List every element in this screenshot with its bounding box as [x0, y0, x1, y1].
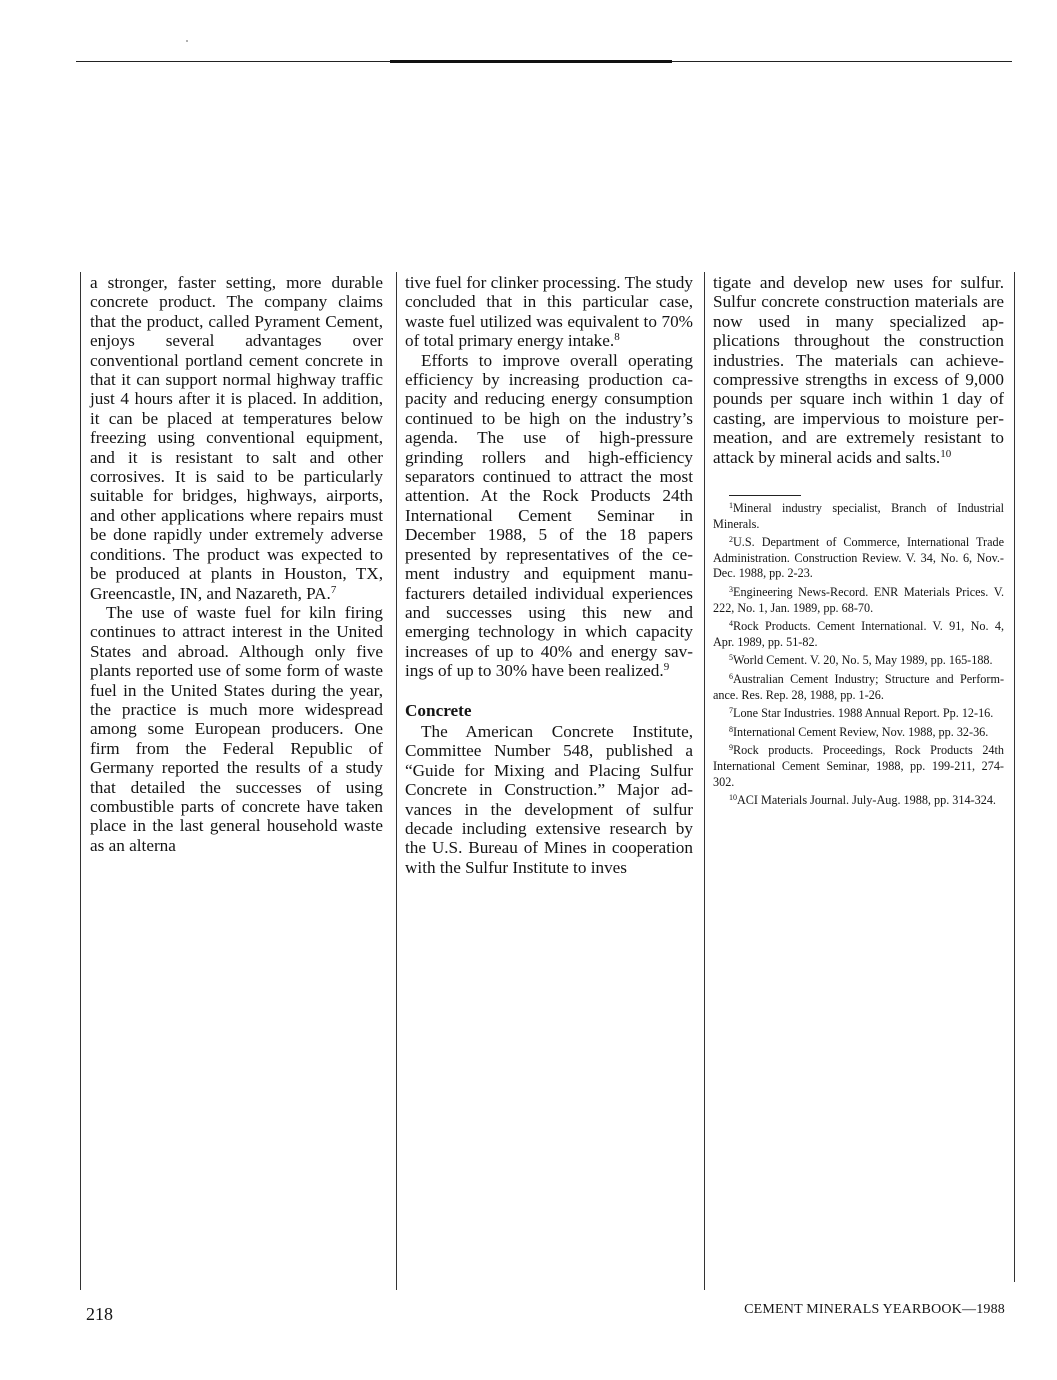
paragraph: [405, 351, 693, 681]
footnote-number: 1: [729, 501, 733, 511]
footnote-text: U.S. Department of Commerce, International Trade Administration. Construction Review. V. 34, No. 6, Nov.-Dec. 1988, pp. 2-23.: [713, 535, 1004, 581]
footnote: [713, 653, 1004, 669]
footnote-number: 10: [729, 793, 737, 803]
footnote-number: 5: [729, 653, 733, 663]
footnote-rule: [729, 495, 801, 496]
paragraph-text: tive fuel for clinker processing. The study concluded that in this particular case, waste fuel utilized was equivalent to 70% of total primary energy intake.: [405, 273, 693, 351]
paragraph-text: tigate and develop new uses for sulfur. Sulfur concrete construction materials are now used in many specialized applications throughout the construction industries. The materials can achievecompressive strengths in excess of 9,000 pounds per square inch within 1 day of casting, are impervious to moisture permeation, and are extremely resistant to attack by mineral acids and salts.: [713, 273, 1004, 467]
footnote-ref: 10: [940, 447, 952, 460]
footnote-text: ACI Materials Journal. July-Aug. 1988, pp. 314-324.: [737, 793, 996, 808]
footnote-number: 8: [729, 724, 733, 734]
footnote: [713, 793, 1004, 809]
footnote-number: 9: [729, 743, 733, 753]
header-rule-accent: [390, 60, 672, 63]
column-divider-1: [396, 272, 397, 1290]
footnote-text: Lone Star Industries. 1988 Annual Report. Pp. 12-16.: [733, 706, 994, 721]
footnote-number: 6: [729, 672, 733, 681]
footnote-text: Australian Cement Industry; Structure and Performance. Res. Rep. 28, 1988, pp. 1-26.: [713, 672, 1004, 702]
footnote-ref: 7: [330, 583, 337, 596]
column-divider-right: [1014, 272, 1015, 1282]
text-column-3: [713, 273, 1004, 812]
footnote: [713, 501, 1004, 532]
footnote-text: Rock products. Proceedings, Rock Products 24th International Cement Seminar, 1988, pp. 199-211, 274-302.: [713, 743, 1004, 789]
column-divider-2: [704, 272, 705, 1290]
footnote: [713, 585, 1004, 616]
paragraph: [90, 273, 383, 603]
scan-speck: [186, 40, 188, 42]
page-number: 218: [86, 1304, 113, 1324]
footnote-text: Mineral industry specialist, Branch of Industrial Minerals.: [713, 501, 1004, 531]
paragraph: [713, 273, 1004, 467]
text-column-2: [405, 273, 693, 877]
footnote: [713, 743, 1004, 790]
footnote: [713, 672, 1004, 703]
section-heading: Concrete: [405, 700, 472, 720]
footnote-text: World Cement. V. 20, No. 5, May 1989, pp. 165-188.: [733, 653, 993, 668]
footnote-text: International Cement Review, Nov. 1988, pp. 32-36.: [733, 724, 989, 739]
footnote: [713, 619, 1004, 650]
footnote-ref: 9: [663, 661, 670, 674]
footnote-text: Engineering News-Record. ENR Materials Prices. V. 222, No. 1, Jan. 1989, pp. 68-70.: [713, 585, 1004, 615]
footnote-ref: 8: [614, 331, 620, 344]
footnote-text: Rock Products. Cement International. V. 91, No. 4, Apr. 1989, pp. 51-82.: [713, 619, 1004, 649]
paragraph-text: Efforts to improve overall operating efficiency by increasing production capacity and reducing energy consumption continued to be high on the industry’s agenda. The use of high-pressure grinding rollers and high-efficiency separators continued to attract the most attention. At the Rock Products 24th International Cement Seminar in December 1988, 5 of the 18 papers presented by representatives of the cement industry and equipment manufacturers detailed individual experiences and successes using this new and emerging technology in which capacity increases of up to 40% and energy savings of up to 30% have been realized.: [405, 350, 693, 681]
running-title: CEMENT MINERALS YEARBOOK—1988: [744, 1302, 1005, 1317]
footnote-number: 2: [729, 535, 733, 545]
footnote-number: 3: [729, 585, 733, 595]
paragraph-text: a stronger, faster setting, more durable concrete product. The company claims that the product, called Pyrament Cement, enjoys several advantages over conventional portland cement concrete in that it can support normal highway traffic just 4 hours after it is placed. In addition, it can be placed at temperatures below freezing using conventional equipment, and it is resistant to salt and other corrosives. It is said to be particularly suitable for bridges, highways, airports, and other applications where repairs must be done rapidly under extremely adverse conditions. The product was expected to be produced at plants in Houston, TX, Greencastle, IN, and Nazareth, PA.: [90, 273, 383, 603]
footnote: [713, 706, 1004, 722]
footnote: [713, 725, 1004, 741]
paragraph-text: The American Concrete Institute, Committee Number 548, published a “Guide for Mixing and Placing Sulfur Concrete in Construction.” Major advances in the development of sulfur decade including extensive research by the U.S. Bureau of Mines in cooperation with the Sulfur Institute to inves: [405, 721, 693, 877]
footnote-number: 4: [729, 619, 733, 629]
paragraph: [90, 603, 383, 855]
footnote-number: 7: [729, 706, 733, 716]
footnotes: [713, 501, 1004, 809]
paragraph-text: The use of waste fuel for kiln firing continues to attract interest in the United States and abroad. Although only five plants reported use of some form of waste fuel in the United States during the year, the practice is much more widespread among some European producers. One firm from the Federal Republic of Germany reported the results of a study that detailed the successes of using combustible parts of concrete have taken place in the last general household waste as an alterna: [90, 602, 383, 855]
paragraph: [405, 273, 693, 351]
paragraph: [405, 722, 693, 877]
footnote: [713, 535, 1004, 582]
text-column-1: [90, 273, 383, 855]
column-divider-left: [80, 272, 81, 1290]
